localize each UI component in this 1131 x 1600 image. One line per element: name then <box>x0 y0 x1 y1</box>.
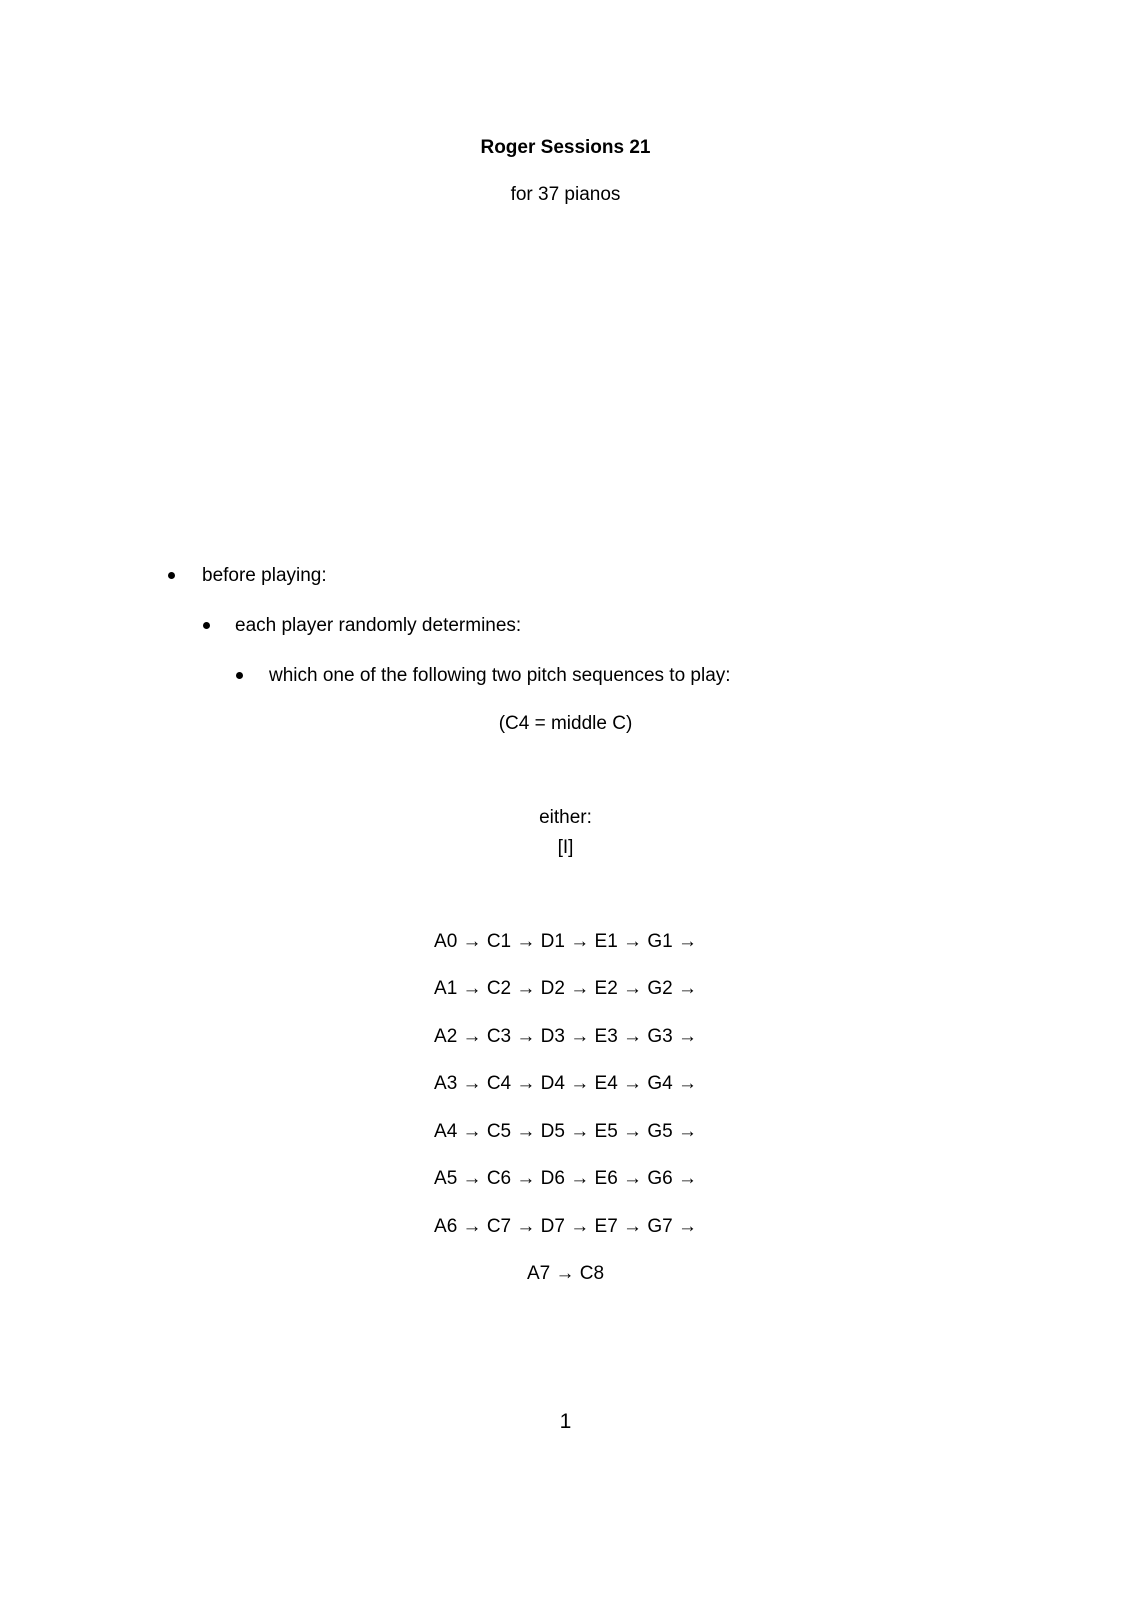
pitch-note: (C4 = middle C) <box>498 713 633 734</box>
sequence-line: A1 → C2 → D2 → E2 → G2 → <box>434 978 697 999</box>
instruction-text: before playing: <box>202 565 327 586</box>
document-title: Roger Sessions 21 <box>480 137 651 158</box>
sequence-line: A6 → C7 → D7 → E7 → G7 → <box>434 1216 697 1237</box>
option-number: [I] <box>557 837 574 858</box>
instruction-text: which one of the following two pitch sequences to play: <box>269 665 731 686</box>
sequence-line: A5 → C6 → D6 → E6 → G6 → <box>434 1168 697 1189</box>
sequence-line: A2 → C3 → D3 → E3 → G3 → <box>434 1026 697 1047</box>
bullet-icon <box>203 622 210 629</box>
document-subtitle: for 37 pianos <box>510 184 621 205</box>
sequence-line: A0 → C1 → D1 → E1 → G1 → <box>434 931 697 952</box>
sequence-line: A4 → C5 → D5 → E5 → G5 → <box>434 1121 697 1142</box>
instruction-text: each player randomly determines: <box>235 615 522 636</box>
sequence-line: A3 → C4 → D4 → E4 → G4 → <box>434 1073 697 1094</box>
option-label: either: <box>539 807 592 828</box>
sequence-line: A7 → C8 <box>526 1263 605 1284</box>
bullet-icon <box>236 672 243 679</box>
bullet-icon <box>168 572 175 579</box>
page-number: 1 <box>559 1410 572 1433</box>
